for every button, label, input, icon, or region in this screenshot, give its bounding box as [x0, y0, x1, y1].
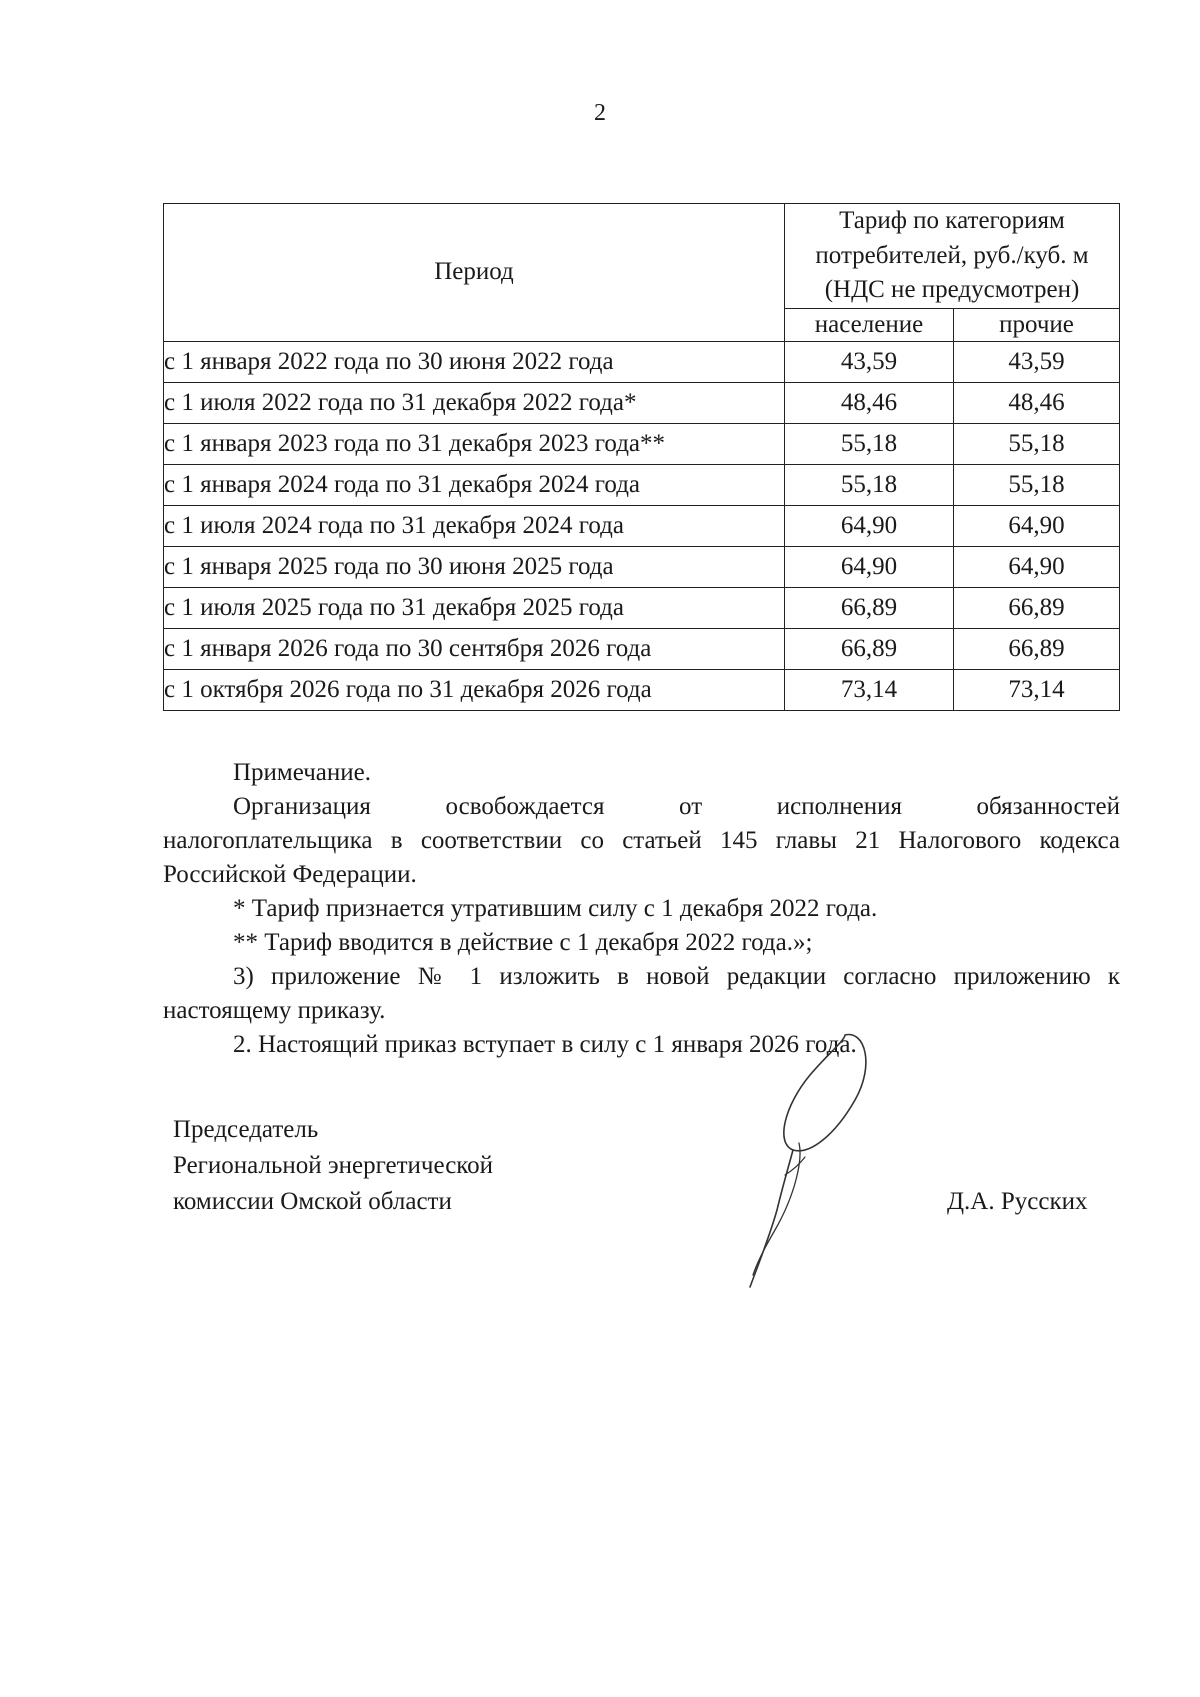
- period-cell: с 1 января 2025 года по 30 июня 2025 года: [164, 546, 785, 587]
- signatory-position-line: Председатель: [173, 1116, 319, 1143]
- other-tariff-cell: 64,90: [954, 505, 1120, 546]
- other-tariff-cell: 55,18: [954, 423, 1120, 464]
- tariff-header-line: (НДС не предусмотрен): [824, 276, 1080, 303]
- signatory-position-line: комиссии Омской области: [173, 1188, 452, 1215]
- population-tariff-cell: 43,59: [785, 341, 954, 382]
- page-number: 2: [594, 100, 606, 126]
- handwritten-signature: [715, 1025, 895, 1295]
- table-row: [164, 546, 1120, 587]
- population-tariff-cell: 48,46: [785, 382, 954, 423]
- period-cell: с 1 января 2024 года по 31 декабря 2024 года: [164, 464, 785, 505]
- period-cell: с 1 января 2023 года по 31 декабря 2023 года**: [164, 423, 785, 464]
- population-tariff-cell: 66,89: [785, 628, 954, 669]
- period-column-header: Период: [164, 204, 785, 342]
- other-tariff-cell: 43,59: [954, 341, 1120, 382]
- table-row: [164, 464, 1120, 505]
- item-3-text: 3) приложение № 1 изложить в новой редакции согласно приложению к настоящему приказу.: [163, 963, 1120, 1024]
- table-row: [164, 423, 1120, 464]
- population-tariff-cell: 64,90: [785, 505, 954, 546]
- period-cell: с 1 октября 2026 года по 31 декабря 2026 года: [164, 669, 785, 710]
- other-tariff-cell: 55,18: [954, 464, 1120, 505]
- table-row: [164, 505, 1120, 546]
- signatory-name: Д.А. Русских: [947, 1188, 1088, 1215]
- population-tariff-cell: 73,14: [785, 669, 954, 710]
- tariff-header-line: потребителей, руб./куб. м: [815, 241, 1089, 269]
- period-cell: с 1 июля 2022 года по 31 декабря 2022 года*: [164, 382, 785, 423]
- organization-note-first-line: Организация освобождается от исполнения обязанностей: [233, 793, 1120, 820]
- population-tariff-cell: 55,18: [785, 464, 954, 505]
- table-row: [164, 587, 1120, 628]
- signatory-position: [173, 1112, 493, 1220]
- period-cell: с 1 января 2026 года по 30 сентября 2026 года: [164, 628, 785, 669]
- organization-note-rest: налогоплательщика в соответствии со статьей 145 главы 21 Налогового кодекса Российской Федерации.: [163, 827, 1120, 888]
- population-tariff-cell: 66,89: [785, 587, 954, 628]
- other-tariff-cell: 66,89: [954, 587, 1120, 628]
- table-row: [164, 628, 1120, 669]
- item-2-text: 2. Настоящий приказ вступает в силу с 1 января 2026 года.: [233, 1031, 857, 1058]
- population-tariff-cell: 55,18: [785, 423, 954, 464]
- other-column-header: прочие: [954, 308, 1120, 341]
- tariff-column-header: [785, 204, 1120, 309]
- other-tariff-cell: 73,14: [954, 669, 1120, 710]
- footnote-single-asterisk: * Тариф признается утратившим силу с 1 декабря 2022 года.: [233, 895, 878, 922]
- table-row: [164, 669, 1120, 710]
- population-column-header: население: [785, 308, 954, 341]
- footnote-double-asterisk: ** Тариф вводится в действие с 1 декабря 2022 года.»;: [233, 929, 813, 956]
- notes-title: Примечание.: [233, 759, 372, 786]
- period-cell: с 1 июля 2024 года по 31 декабря 2024 года: [164, 505, 785, 546]
- other-tariff-cell: 64,90: [954, 546, 1120, 587]
- tariff-header-line: Тариф по категориям: [839, 207, 1065, 234]
- notes-section: [163, 756, 1120, 1062]
- table-row: [164, 382, 1120, 423]
- tariff-table: [163, 203, 1120, 711]
- period-cell: с 1 июля 2025 года по 31 декабря 2025 года: [164, 587, 785, 628]
- population-tariff-cell: 64,90: [785, 546, 954, 587]
- other-tariff-cell: 48,46: [954, 382, 1120, 423]
- period-cell: с 1 января 2022 года по 30 июня 2022 года: [164, 341, 785, 382]
- signatory-position-line: Региональной энергетической: [173, 1152, 494, 1179]
- table-row: [164, 341, 1120, 382]
- other-tariff-cell: 66,89: [954, 628, 1120, 669]
